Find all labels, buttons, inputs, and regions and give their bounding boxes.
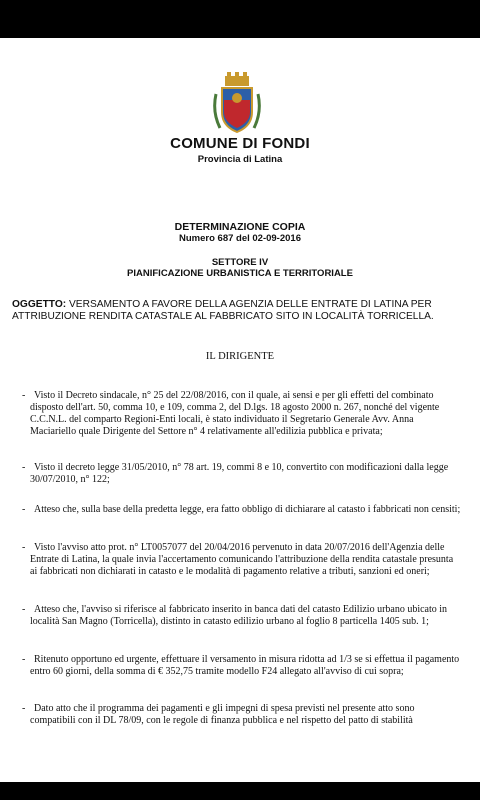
list-item (22, 654, 462, 678)
list-item (22, 703, 462, 727)
list-item (22, 604, 462, 628)
status-bar (0, 0, 480, 38)
list-marker: - (22, 703, 26, 714)
section-title: IL DIRIGENTE (205, 351, 275, 362)
paragraph-text: Atteso che, l'avviso si riferisce al fabbricato inserito in banca dati del catasto Edilizio urbano ubicato in località San Magno (Torricella), distinto in catasto edilizio urbano al foglio 8 particella 1405 sub. 1; (30, 604, 448, 627)
list-item (22, 462, 462, 486)
paragraph-text: Dato atto che il programma dei pagamenti e gli impegni di spesa previsti nel presente atto sono compatibili con il DL 78/09, con le regole di finanza pubblica e nel rispetto del patto di stabilità (30, 703, 415, 726)
list-item (22, 390, 462, 438)
oggetto-text: VERSAMENTO A FAVORE DELLA AGENZIA DELLE ENTRATE DI LATINA PER ATTRIBUZIONE RENDITA CATASTALE AL FABBRICATO SITO IN LOCALITÀ TORRICELLA. (12, 299, 434, 322)
paragraph-text: Atteso che, sulla base della predetta legge, era fatto obbligo di dichiarare al catasto i fabbricati non censiti; (34, 504, 461, 515)
determinazione-number: Numero 687 del 02-09-2016 (179, 233, 301, 244)
paragraph-text: Ritenuto opportuno ed urgente, effettuare il versamento in misura ridotta ad 1/3 se si effettua il pagamento entro 60 giorni, della somma di € 352,75 tramite modello F24 allegato all'avviso di cui sopra; (30, 654, 460, 677)
paragraph-text: Visto il Decreto sindacale, n° 25 del 22/08/2016, con il quale, ai sensi e per gli effetti del combinato disposto dell'art. 50, comma 10, e 109, comma 2, del D.lgs. 18 agosto 2000 n. 267, nonché del vigente C.C.N.L. del comparto Regioni-Enti locali, è stato individuato il Segretario Generale Avv. Anna Maciariello quale Dirigente del Settore n° 4 relativamente all'edilizia pubblica e privata; (30, 390, 440, 437)
list-marker: - (22, 654, 26, 665)
list-marker: - (22, 604, 26, 615)
oggetto (12, 299, 470, 323)
document-page[interactable] (0, 38, 480, 782)
list-item (22, 542, 462, 578)
list-item (22, 504, 462, 516)
list-marker: - (22, 390, 26, 401)
list-marker: - (22, 462, 26, 473)
determinazione-title: DETERMINAZIONE COPIA (174, 221, 306, 233)
paragraph-text: Visto il decreto legge 31/05/2010, n° 78 art. 19, commi 8 e 10, convertito con modificazioni dalla legge 30/07/2010, n° 122; (30, 462, 449, 485)
comune-name: COMUNE DI FONDI (170, 135, 310, 152)
list-marker: - (22, 504, 26, 515)
paragraph-text: Visto l'avviso atto prot. n° LT0057077 del 20/04/2016 pervenuto in data 20/07/2016 dell'Agenzia delle Entrate di Latina, la quale invia l'accertamento comunicando l'attribuzione della rendita catastale presunta ai fabbricati non dichiarati in catasto e le modalità di pagamento relative a tributi, sanzioni ed oneri; (30, 542, 454, 577)
settore-title: SETTORE IV (211, 257, 269, 268)
oggetto-label: OGGETTO: (12, 299, 67, 310)
navigation-bar (0, 782, 480, 800)
provincia-name: Provincia di Latina (197, 154, 283, 165)
settore-subtitle: PIANIFICAZIONE URBANISTICA E TERRITORIALE (127, 268, 353, 279)
list-marker: - (22, 542, 26, 553)
